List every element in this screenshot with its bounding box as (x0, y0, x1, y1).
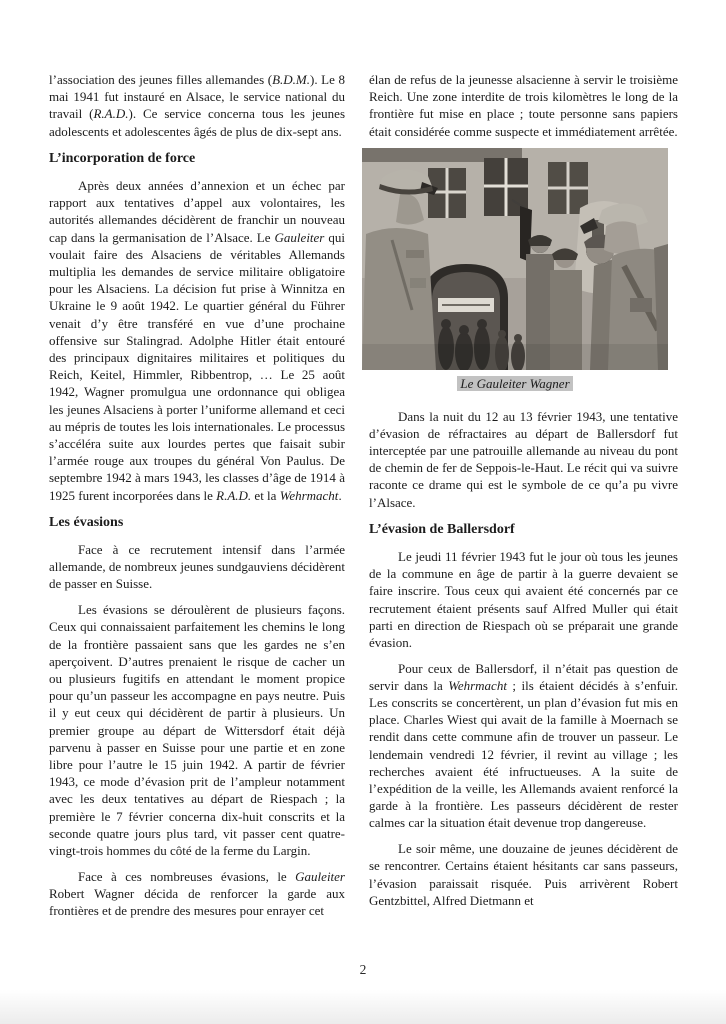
page-number: 2 (359, 962, 367, 977)
italic-text-run: Wehrmacht (279, 487, 339, 503)
paragraph (49, 71, 345, 140)
text-run: qui voulait faire des Alsaciens de véritables Allemands multiplia les demandes de service militaire obligatoire pour les Alsaciens. La décision fut prise à Winnitza en Ukraine le 9 août 1942. Le quartier général du Führer venait d’y être transféré en vue d’une prochaine offensive sur Stalingrad. Adolphe Hitler était entouré des principaux dignitaires militaires et politiques du Reich, Keitel, Himmler, Ribbentrop, … Le 25 août 1942, Wagner promulgua une ordonnance qui obligea les jeunes Alsaciens à porter l’uniforme allemand et ceci au mépris de toutes les lois internationales. Le processus s’accéléra suite aux lourdes pertes que faisait subir l’armée rouge aux troupes du général Von Paulus. De septembre 1942 à mars 1943, les classes d’âge de 1914 à 1925 furent incorporées dans le (49, 229, 346, 503)
paragraph (49, 541, 345, 593)
text-run: ). Ce service concerna tous les jeunes adolescents et adolescentes âgés de plus de dix-sept ans. (49, 106, 345, 139)
text-run: et la (251, 487, 280, 503)
paragraph (369, 71, 678, 140)
section-heading: L’évasion de Ballersdorf (369, 521, 515, 537)
text-run: Pour ceux de Ballersdorf, il n’était pas question de servir dans la (369, 660, 678, 693)
text-run: . (338, 487, 342, 503)
italic-text-run: Wehrmacht (448, 677, 507, 693)
text-run: Les évasions se déroulèrent de plusieurs façons. Ceux qui connaissaient parfaitement les chemins le long de la frontière passaient sans que les gardes ne s’en aperçoivent. D’autres prenaient le risque de cacher un ou plusieurs fugitifs en attendant le moment propice pour qu’un passeur les accompagne en pays neutre. Puis il y eut ceux qui décidèrent de partir à plusieurs. Un premier groupe au départ de Wittersdorf était déjà parvenu à passer en Suisse pour une partie et en zone libre pour l’autre le 15 juin 1942. A partir de février 1943, ce mode d’évasion prit de l’ampleur notamment avec les deux tentatives au départ de Riespach ; la première le 7 février concerna dix-huit conscrits et la seconde quatre jours plus tard, vit passer cent quatre-vingt-trois hommes du côté de la ferme du Largin. (49, 602, 345, 859)
text-run: Face à ce recrutement intensif dans l’armée allemande, de nombreux jeunes sundgauviens décidèrent de passer en Suisse. (49, 542, 346, 592)
right-text-column (369, 71, 678, 918)
text-run: Face à ces nombreuses évasions, le (78, 868, 296, 884)
paragraph (49, 868, 345, 920)
text-run: élan de refus de la jeunesse alsacienne à servir le troisième Reich. Une zone interdite de trois kilomètres le long de la frontière fut mise en place ; toute personne sans papiers était considérée comme suspecte et immédiatement arrêtée. (369, 72, 678, 139)
text-run: ; ils étaient décidés à s’enfuir. Les conscrits se concertèrent, un plan d’évasion fut mis en place. Charles Wiest qui avait de la famille à Moernach se rendit dans cette commune afin de trouver un passeur. Le lendemain vendredi 12 février, il revint au village ; les recherches avaient été infructueuses. A la suite de l’expédition de la veille, les Allemands avaient renforcé la garde à la frontière. Les passeurs décidèrent de rester calmes car la situation était devenue trop dangereuse. (369, 677, 678, 831)
right-column-top (369, 71, 678, 140)
text-run: Le jeudi 11 février 1943 fut le jour où tous les jeunes de la commune en âge de partir à la guerre devaient se faire inscrire. Tous ceux qui avaient été concernés par ce recrutement étaient présents sauf Alfred Muller qui était parti en direction de Riespach où se préparait une grande évasion. (369, 548, 678, 650)
page-bottom-shadow (0, 990, 726, 1024)
paragraph (369, 408, 678, 511)
section-heading: Les évasions (49, 514, 124, 530)
italic-text-run: Gauleiter (295, 868, 345, 884)
figure-gauleiter-wagner (362, 148, 668, 392)
text-run: Robert Wagner décida de renforcer la garde aux frontières et de prendre des mesures pour enrayer cet (49, 885, 345, 919)
paragraph (369, 840, 678, 909)
text-run: Le soir même, une douzaine de jeunes décidèrent de se rencontrer. Certains étaient hésitants car sans passeurs, l’évasion paraissait risquée. Puis arrivèrent Robert Gentzbittel, Alfred Dietmann et (369, 841, 678, 908)
italic-text-run: R.A.D. (93, 106, 129, 122)
figure-caption (362, 375, 668, 392)
text-run: Après deux années d’annexion et un échec par rapport aux tentatives d’appel aux volontaires, les autorités allemandes décidèrent de franchir un nouveau cap dans la germanisation de l’Alsace. Le (49, 178, 345, 245)
left-text-column (49, 71, 345, 928)
figure-caption-text: Le Gauleiter Wagner (457, 376, 572, 391)
italic-text-run: R.A.D. (216, 487, 252, 503)
section-heading: L’incorporation de force (49, 150, 196, 166)
italic-text-run: B.D.M. (272, 72, 310, 87)
text-run: ). Le 8 mai 1941 fut instauré en Alsace, le service national du travail ( (49, 72, 345, 122)
paragraph (369, 548, 678, 651)
text-run: Dans la nuit du 12 au 13 février 1943, une tentative d’évasion de réfractaires au départ de Ballersdorf fut interceptée par une patrouille allemande au niveau du pont de chemin de fer de Seppois-le-Haut. Le récit qui va suivre raconte ce drame qui est le symbole de ce qu’a pu vivre l’Alsace. (369, 408, 678, 510)
text-run: l’association des jeunes filles allemandes ( (49, 72, 273, 87)
historic-photo (362, 148, 668, 370)
paragraph (49, 177, 345, 504)
paragraph (369, 660, 678, 832)
italic-text-run: Gauleiter (274, 229, 325, 245)
paragraph (49, 601, 345, 859)
right-column-bottom (369, 408, 678, 909)
